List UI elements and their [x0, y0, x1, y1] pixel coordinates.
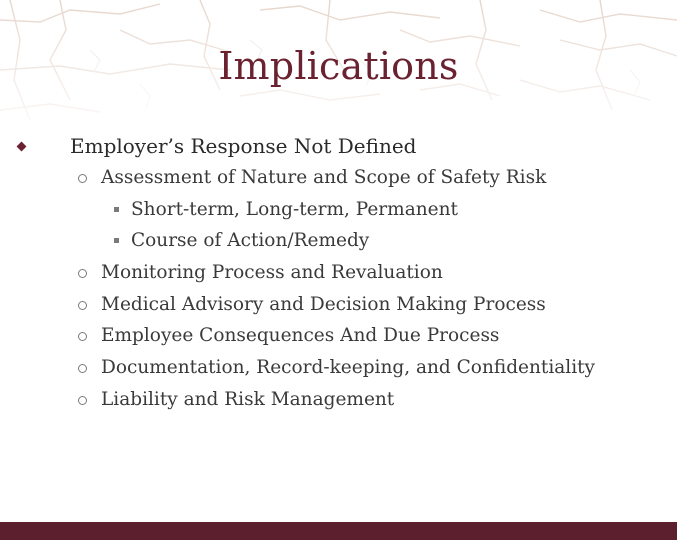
list-item-text: Employee Consequences And Due Process	[101, 325, 500, 346]
list-item-text: Documentation, Record-keeping, and Confidentiality	[101, 357, 595, 378]
circle-bullet-icon	[78, 269, 87, 278]
slide-title: Implications	[218, 44, 459, 88]
list-item-text: Assessment of Nature and Scope of Safety Risk	[101, 167, 547, 188]
circle-bullet-icon	[78, 174, 87, 183]
square-bullet-icon	[114, 207, 119, 212]
circle-bullet-icon	[78, 364, 87, 373]
bullet-heading: Employer’s Response Not Defined	[70, 134, 417, 158]
list-item-text: Liability and Risk Management	[101, 389, 395, 410]
circle-bullet-icon	[78, 332, 87, 341]
list-item-text: Course of Action/Remedy	[131, 230, 370, 251]
diamond-bullet-icon	[17, 142, 27, 152]
circle-bullet-icon	[78, 301, 87, 310]
list-item-text: Monitoring Process and Revaluation	[101, 262, 443, 283]
circle-bullet-icon	[78, 396, 87, 405]
list-item-text: Short-term, Long-term, Permanent	[131, 199, 458, 220]
list-item-text: Medical Advisory and Decision Making Process	[101, 294, 546, 315]
footer-bar	[0, 522, 677, 540]
square-bullet-icon	[114, 238, 119, 243]
